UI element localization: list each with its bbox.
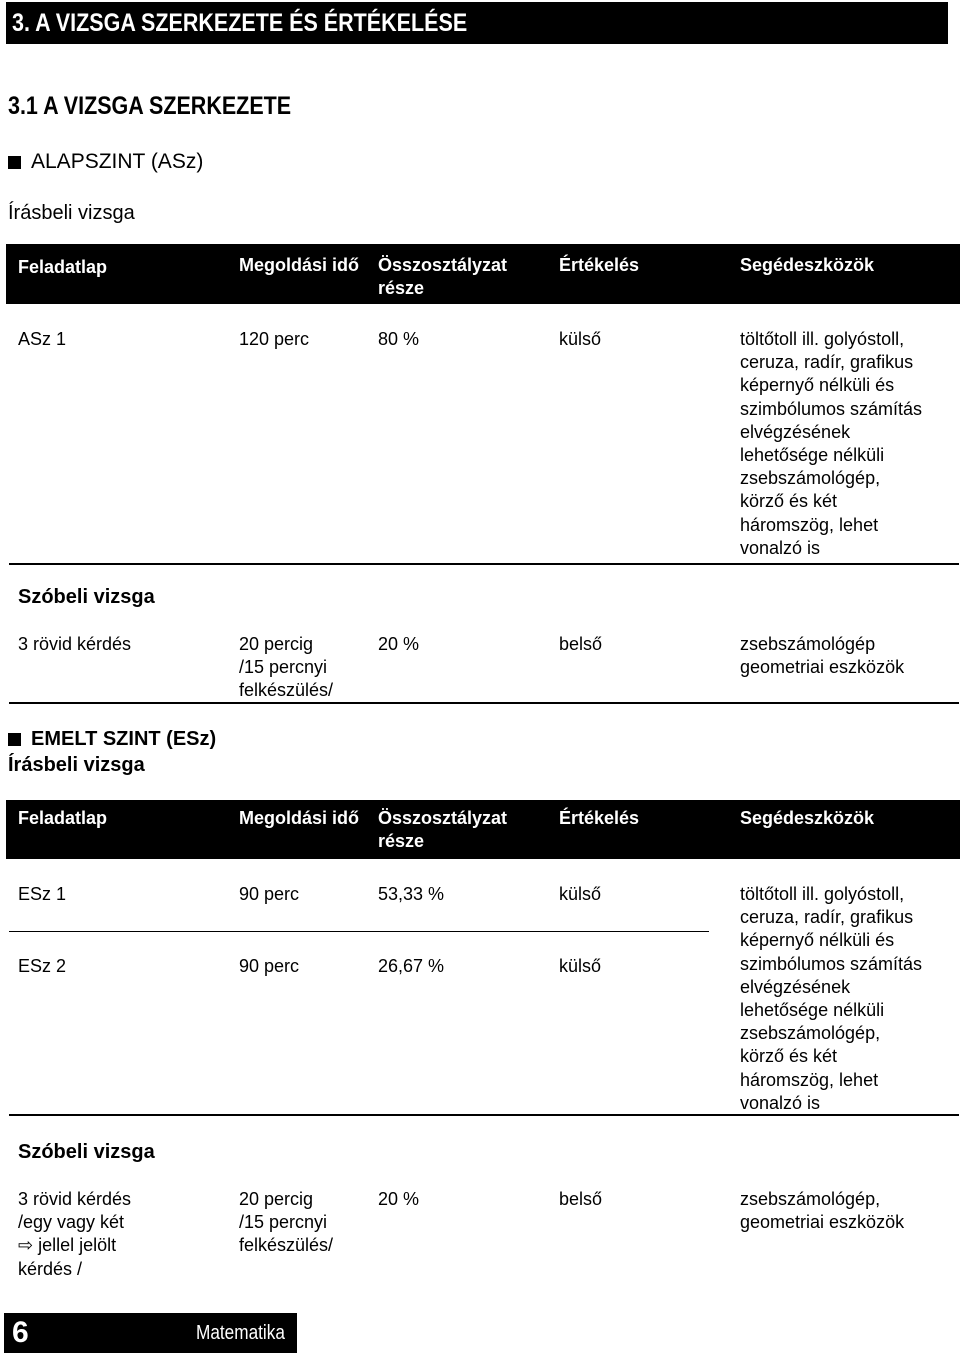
cell-esz1-share: 53,33 % (378, 884, 445, 904)
divider (9, 1114, 959, 1116)
col-header-megoldasi-ido: Megoldási idő (239, 255, 360, 275)
footer-subject-label: Matematika (196, 1322, 285, 1344)
table-header-alap (6, 244, 960, 304)
written-exam-title-alap: Írásbeli vizsga (8, 202, 135, 224)
cell-esz-oral-tools: zsebszámológép, geometriai eszközök (740, 1189, 905, 1233)
cell-esz-oral-eval: belső (559, 1189, 603, 1209)
col-header-feladatlap: Feladatlap (18, 808, 108, 828)
divider (9, 563, 959, 565)
cell-esz-oral-time: 20 percig /15 percnyi felkészülés/ (239, 1189, 334, 1256)
square-bullet-icon (8, 733, 21, 746)
col-header-segedeszkozok: Segédeszközök (740, 808, 875, 828)
cell-esz2-time: 90 perc (239, 956, 300, 976)
divider (9, 931, 709, 932)
page-number: 6 (12, 1316, 29, 1349)
oral-exam-title-alap: Szóbeli vizsga (18, 586, 155, 608)
level-heading-emelt: EMELT SZINT (ESz) (8, 728, 216, 751)
written-exam-title-emelt: Írásbeli vizsga (8, 754, 145, 776)
cell-asz-oral-time: 20 percig /15 percnyi felkészülés/ (239, 634, 334, 701)
col-header-feladatlap: Feladatlap (18, 257, 108, 277)
cell-esz2-share: 26,67 % (378, 956, 445, 976)
cell-esz1-name: ESz 1 (18, 884, 67, 904)
cell-asz1-eval: külső (559, 329, 602, 349)
cell-esz-oral-name: 3 rövid kérdés /egy vagy két ⇨ jellel jelölt kérdés / (18, 1189, 132, 1279)
chapter-title: 3. A VIZSGA SZERKEZETE ÉS ÉRTÉKELÉSE (12, 9, 468, 37)
oral-exam-title-emelt: Szóbeli vizsga (18, 1141, 155, 1163)
cell-esz2-eval: külső (559, 956, 602, 976)
col-header-megoldasi-ido: Megoldási idő (239, 808, 360, 828)
cell-asz1-tools: töltőtoll ill. golyóstoll, ceruza, radír, grafikus képernyő nélküli és szimbólumos számítás elvégzésének lehetősége nélküli zsebszámológép, körző és két háromszög, lehet vonalzó is (740, 329, 923, 558)
cell-esz1-eval: külső (559, 884, 602, 904)
col-header-ertekeles: Értékelés (559, 255, 640, 275)
level-heading-alap: ALAPSZINT (ASz) (8, 150, 203, 174)
cell-asz1-name: ASz 1 (18, 329, 67, 349)
cell-asz-oral-eval: belső (559, 634, 603, 654)
section-title: 3.1 A VIZSGA SZERKEZETE (8, 92, 292, 120)
cell-esz2-name: ESz 2 (18, 956, 67, 976)
cell-esz-tools: töltőtoll ill. golyóstoll, ceruza, radír, grafikus képernyő nélküli és szimbólumos számítás elvégzésének lehetősége nélküli zsebszámológép, körző és két háromszög, lehet vonalzó is (740, 884, 923, 1113)
page-footer (4, 1313, 297, 1353)
col-header-segedeszkozok: Segédeszközök (740, 255, 875, 275)
col-header-osszosztalyzat: Összosztályzat része (378, 255, 508, 298)
cell-asz-oral-share: 20 % (378, 634, 420, 654)
col-header-osszosztalyzat: Összosztályzat része (378, 808, 508, 851)
cell-esz-oral-share: 20 % (378, 1189, 420, 1209)
col-header-ertekeles: Értékelés (559, 808, 640, 828)
table-header-emelt (6, 800, 960, 859)
cell-asz1-share: 80 % (378, 329, 420, 349)
divider (9, 702, 959, 704)
cell-asz1-time: 120 perc (239, 329, 310, 349)
chapter-title-bar (6, 2, 948, 44)
cell-asz-oral-name: 3 rövid kérdés (18, 634, 132, 654)
square-bullet-icon (8, 156, 21, 169)
cell-esz1-time: 90 perc (239, 884, 300, 904)
cell-asz-oral-tools: zsebszámológép geometriai eszközök (740, 634, 905, 678)
